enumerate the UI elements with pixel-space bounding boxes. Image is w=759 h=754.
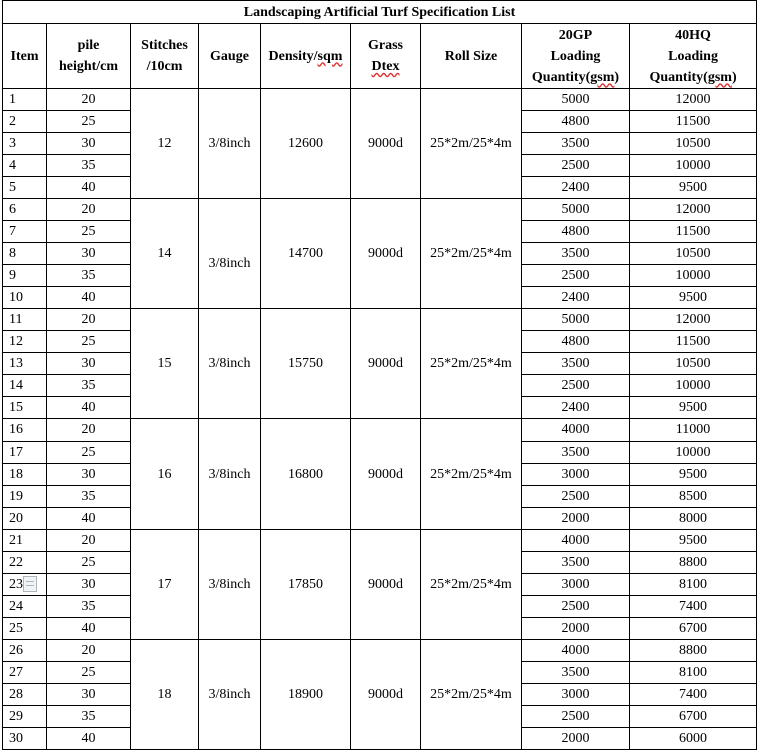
cell-pile-height: 30 bbox=[47, 573, 131, 595]
table-row bbox=[3, 89, 757, 111]
cell-40hq-quantity: 6700 bbox=[630, 617, 757, 639]
cell-item: 19 bbox=[3, 485, 47, 507]
cell-40hq-quantity: 11000 bbox=[630, 419, 757, 441]
cell-stitches: 18 bbox=[131, 639, 199, 749]
table-row bbox=[3, 419, 757, 441]
cell-stitches: 17 bbox=[131, 529, 199, 639]
cell-item: 23 bbox=[3, 573, 47, 595]
cell-20gp-quantity: 3500 bbox=[522, 133, 630, 155]
cell-roll-size: 25*2m/25*4m bbox=[421, 89, 522, 199]
cell-item: 9 bbox=[3, 265, 47, 287]
cell-20gp-quantity: 4000 bbox=[522, 529, 630, 551]
cell-dtex: 9000d bbox=[351, 419, 421, 529]
cell-item: 2 bbox=[3, 111, 47, 133]
cell-pile-height: 25 bbox=[47, 661, 131, 683]
cell-40hq-quantity: 12000 bbox=[630, 89, 757, 111]
cell-pile-height: 35 bbox=[47, 375, 131, 397]
cell-40hq-quantity: 11500 bbox=[630, 221, 757, 243]
document-icon bbox=[23, 576, 37, 592]
cell-40hq-quantity: 8800 bbox=[630, 639, 757, 661]
cell-gauge: 3/8inch bbox=[199, 199, 261, 309]
table-row bbox=[3, 529, 757, 551]
cell-20gp-quantity: 2000 bbox=[522, 727, 630, 749]
cell-40hq-quantity: 8800 bbox=[630, 551, 757, 573]
cell-20gp-quantity: 4800 bbox=[522, 331, 630, 353]
header-stitches: Stitches /10cm bbox=[131, 24, 199, 89]
header-density: Density/sqm bbox=[261, 24, 351, 89]
cell-pile-height: 35 bbox=[47, 155, 131, 177]
cell-40hq-quantity: 9500 bbox=[630, 529, 757, 551]
cell-roll-size: 25*2m/25*4m bbox=[421, 199, 522, 309]
cell-40hq-quantity: 10500 bbox=[630, 133, 757, 155]
cell-20gp-quantity: 3000 bbox=[522, 573, 630, 595]
table-title: Landscaping Artificial Turf Specification List bbox=[3, 1, 757, 24]
cell-20gp-quantity: 2400 bbox=[522, 177, 630, 199]
cell-item: 16 bbox=[3, 419, 47, 441]
cell-20gp-quantity: 2000 bbox=[522, 617, 630, 639]
cell-density: 16800 bbox=[261, 419, 351, 529]
cell-pile-height: 25 bbox=[47, 331, 131, 353]
cell-pile-height: 40 bbox=[47, 397, 131, 419]
cell-pile-height: 20 bbox=[47, 419, 131, 441]
cell-20gp-quantity: 5000 bbox=[522, 199, 630, 221]
cell-pile-height: 25 bbox=[47, 441, 131, 463]
cell-item: 20 bbox=[3, 507, 47, 529]
cell-20gp-quantity: 2500 bbox=[522, 155, 630, 177]
cell-40hq-quantity: 12000 bbox=[630, 309, 757, 331]
cell-item: 6 bbox=[3, 199, 47, 221]
cell-40hq-quantity: 9500 bbox=[630, 397, 757, 419]
cell-40hq-quantity: 8500 bbox=[630, 485, 757, 507]
cell-20gp-quantity: 3500 bbox=[522, 243, 630, 265]
cell-item: 11 bbox=[3, 309, 47, 331]
cell-dtex: 9000d bbox=[351, 199, 421, 309]
cell-item: 29 bbox=[3, 705, 47, 727]
cell-item: 7 bbox=[3, 221, 47, 243]
cell-20gp-quantity: 4800 bbox=[522, 111, 630, 133]
header-roll-size: Roll Size bbox=[421, 24, 522, 89]
cell-40hq-quantity: 11500 bbox=[630, 331, 757, 353]
cell-40hq-quantity: 8000 bbox=[630, 507, 757, 529]
cell-40hq-quantity: 8100 bbox=[630, 661, 757, 683]
cell-40hq-quantity: 10500 bbox=[630, 353, 757, 375]
cell-stitches: 16 bbox=[131, 419, 199, 529]
cell-40hq-quantity: 10000 bbox=[630, 441, 757, 463]
cell-stitches: 15 bbox=[131, 309, 199, 419]
cell-pile-height: 40 bbox=[47, 617, 131, 639]
cell-40hq-quantity: 7400 bbox=[630, 683, 757, 705]
cell-item: 18 bbox=[3, 463, 47, 485]
cell-20gp-quantity: 3000 bbox=[522, 683, 630, 705]
cell-gauge: 3/8inch bbox=[199, 419, 261, 529]
cell-pile-height: 40 bbox=[47, 177, 131, 199]
table-row bbox=[3, 309, 757, 331]
cell-pile-height: 20 bbox=[47, 89, 131, 111]
cell-pile-height: 30 bbox=[47, 243, 131, 265]
cell-item: 15 bbox=[3, 397, 47, 419]
cell-item: 24 bbox=[3, 595, 47, 617]
cell-density: 17850 bbox=[261, 529, 351, 639]
cell-20gp-quantity: 4000 bbox=[522, 639, 630, 661]
cell-pile-height: 25 bbox=[47, 221, 131, 243]
cell-density: 12600 bbox=[261, 89, 351, 199]
cell-pile-height: 40 bbox=[47, 727, 131, 749]
cell-item: 3 bbox=[3, 133, 47, 155]
cell-40hq-quantity: 9500 bbox=[630, 287, 757, 309]
cell-item: 8 bbox=[3, 243, 47, 265]
cell-pile-height: 40 bbox=[47, 507, 131, 529]
header-row bbox=[3, 24, 757, 89]
cell-20gp-quantity: 4000 bbox=[522, 419, 630, 441]
cell-40hq-quantity: 7400 bbox=[630, 595, 757, 617]
cell-20gp-quantity: 4800 bbox=[522, 221, 630, 243]
header-gauge: Gauge bbox=[199, 24, 261, 89]
cell-20gp-quantity: 3500 bbox=[522, 661, 630, 683]
spec-table bbox=[2, 0, 757, 750]
cell-pile-height: 30 bbox=[47, 683, 131, 705]
cell-item: 30 bbox=[3, 727, 47, 749]
cell-pile-height: 35 bbox=[47, 595, 131, 617]
cell-pile-height: 20 bbox=[47, 529, 131, 551]
cell-pile-height: 20 bbox=[47, 309, 131, 331]
cell-item: 5 bbox=[3, 177, 47, 199]
cell-40hq-quantity: 8100 bbox=[630, 573, 757, 595]
cell-40hq-quantity: 11500 bbox=[630, 111, 757, 133]
cell-pile-height: 30 bbox=[47, 133, 131, 155]
cell-20gp-quantity: 2000 bbox=[522, 507, 630, 529]
cell-20gp-quantity: 3500 bbox=[522, 441, 630, 463]
cell-roll-size: 25*2m/25*4m bbox=[421, 419, 522, 529]
cell-item: 1 bbox=[3, 89, 47, 111]
table-row bbox=[3, 199, 757, 221]
header-20gp-loading: 20GP Loading Quantity(gsm) bbox=[522, 24, 630, 89]
cell-pile-height: 20 bbox=[47, 199, 131, 221]
cell-gauge: 3/8inch bbox=[199, 529, 261, 639]
cell-density: 18900 bbox=[261, 639, 351, 749]
cell-pile-height: 25 bbox=[47, 551, 131, 573]
cell-40hq-quantity: 9500 bbox=[630, 463, 757, 485]
cell-stitches: 12 bbox=[131, 89, 199, 199]
cell-item: 25 bbox=[3, 617, 47, 639]
cell-40hq-quantity: 10000 bbox=[630, 375, 757, 397]
table-row bbox=[3, 639, 757, 661]
cell-gauge: 3/8inch bbox=[199, 309, 261, 419]
cell-20gp-quantity: 2500 bbox=[522, 485, 630, 507]
cell-roll-size: 25*2m/25*4m bbox=[421, 639, 522, 749]
cell-20gp-quantity: 2500 bbox=[522, 265, 630, 287]
cell-20gp-quantity: 2500 bbox=[522, 595, 630, 617]
cell-item: 28 bbox=[3, 683, 47, 705]
cell-20gp-quantity: 5000 bbox=[522, 309, 630, 331]
cell-20gp-quantity: 2500 bbox=[522, 375, 630, 397]
cell-dtex: 9000d bbox=[351, 89, 421, 199]
cell-item: 12 bbox=[3, 331, 47, 353]
cell-item: 27 bbox=[3, 661, 47, 683]
cell-40hq-quantity: 6000 bbox=[630, 727, 757, 749]
cell-40hq-quantity: 12000 bbox=[630, 199, 757, 221]
cell-pile-height: 35 bbox=[47, 485, 131, 507]
cell-item: 17 bbox=[3, 441, 47, 463]
cell-20gp-quantity: 3500 bbox=[522, 551, 630, 573]
cell-stitches: 14 bbox=[131, 199, 199, 309]
cell-pile-height: 30 bbox=[47, 463, 131, 485]
cell-roll-size: 25*2m/25*4m bbox=[421, 309, 522, 419]
cell-roll-size: 25*2m/25*4m bbox=[421, 529, 522, 639]
cell-20gp-quantity: 5000 bbox=[522, 89, 630, 111]
cell-density: 15750 bbox=[261, 309, 351, 419]
cell-40hq-quantity: 10000 bbox=[630, 155, 757, 177]
cell-item: 10 bbox=[3, 287, 47, 309]
cell-gauge: 3/8inch bbox=[199, 89, 261, 199]
cell-item: 26 bbox=[3, 639, 47, 661]
cell-20gp-quantity: 2500 bbox=[522, 705, 630, 727]
header-40hq-loading: 40HQ Loading Quantity(gsm) bbox=[630, 24, 757, 89]
header-grass-dtex: Grass Dtex bbox=[351, 24, 421, 89]
cell-pile-height: 35 bbox=[47, 265, 131, 287]
cell-item: 22 bbox=[3, 551, 47, 573]
cell-20gp-quantity: 3500 bbox=[522, 353, 630, 375]
cell-pile-height: 40 bbox=[47, 287, 131, 309]
cell-40hq-quantity: 9500 bbox=[630, 177, 757, 199]
cell-20gp-quantity: 3000 bbox=[522, 463, 630, 485]
cell-gauge: 3/8inch bbox=[199, 639, 261, 749]
header-pile-height: pile height/cm bbox=[47, 24, 131, 89]
cell-item: 21 bbox=[3, 529, 47, 551]
cell-item: 4 bbox=[3, 155, 47, 177]
cell-dtex: 9000d bbox=[351, 309, 421, 419]
cell-pile-height: 25 bbox=[47, 111, 131, 133]
cell-pile-height: 35 bbox=[47, 705, 131, 727]
cell-20gp-quantity: 2400 bbox=[522, 287, 630, 309]
cell-20gp-quantity: 2400 bbox=[522, 397, 630, 419]
cell-item: 13 bbox=[3, 353, 47, 375]
header-item: Item bbox=[3, 24, 47, 89]
cell-40hq-quantity: 6700 bbox=[630, 705, 757, 727]
cell-item: 14 bbox=[3, 375, 47, 397]
cell-40hq-quantity: 10000 bbox=[630, 265, 757, 287]
cell-density: 14700 bbox=[261, 199, 351, 309]
cell-dtex: 9000d bbox=[351, 639, 421, 749]
table-body bbox=[3, 89, 757, 750]
cell-40hq-quantity: 10500 bbox=[630, 243, 757, 265]
cell-pile-height: 30 bbox=[47, 353, 131, 375]
cell-pile-height: 20 bbox=[47, 639, 131, 661]
cell-dtex: 9000d bbox=[351, 529, 421, 639]
